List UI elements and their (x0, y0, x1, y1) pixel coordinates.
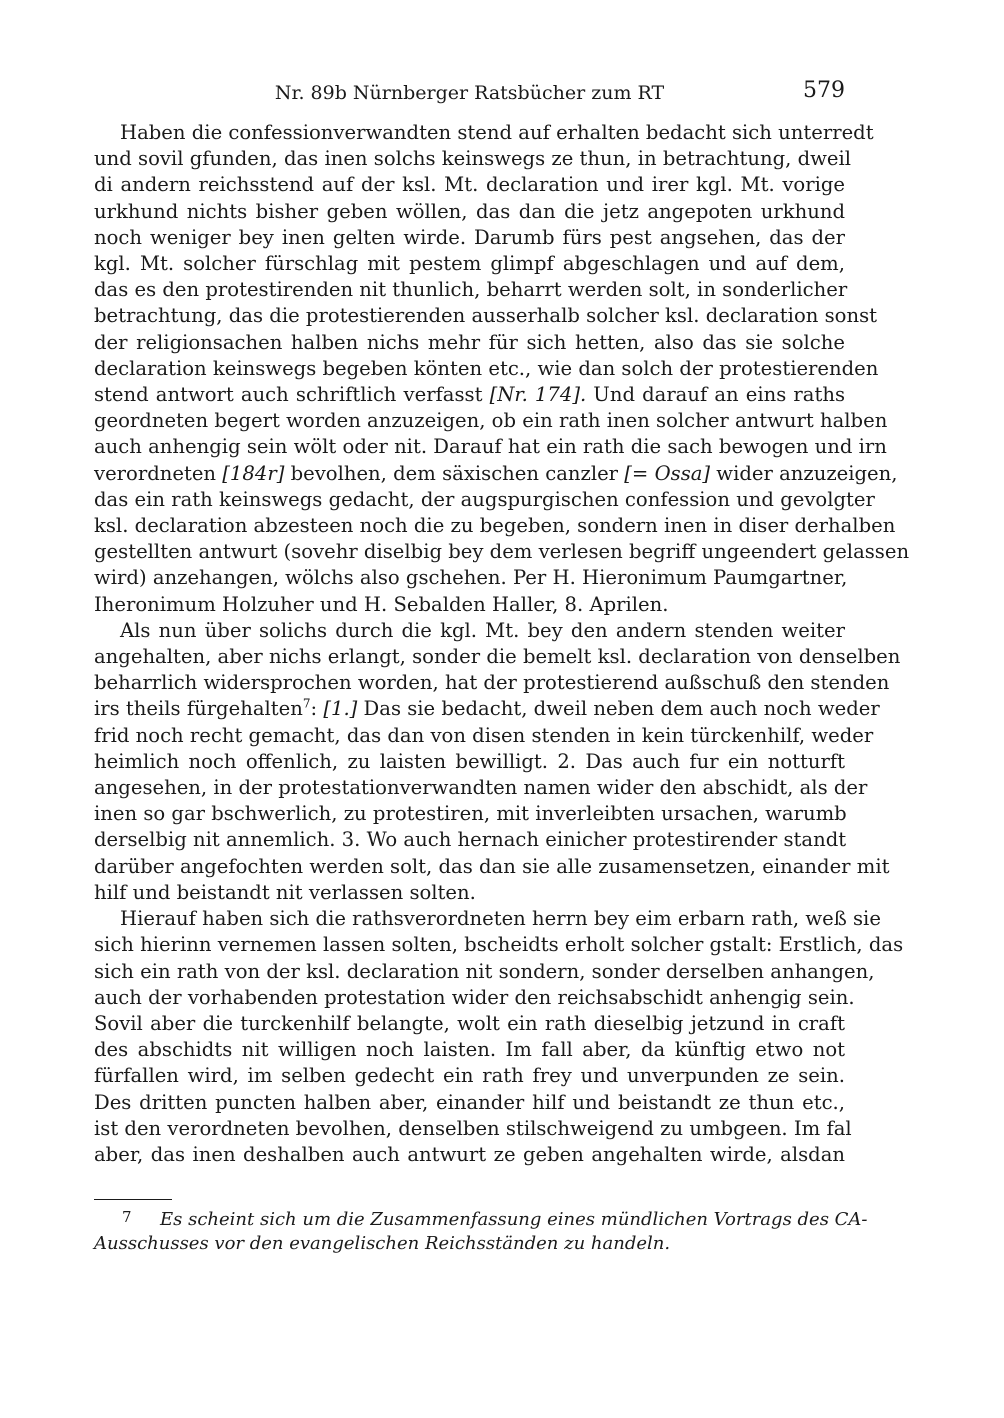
text-run: stend antwort auch schriftlich verfasst (94, 383, 490, 407)
text-run: Und darauf an eins raths (586, 383, 845, 407)
text-line: gestellten antwurt (sovehr diselbig bey dem verlesen begriff ungeendert gelassen (94, 540, 910, 564)
text-run: verordneten (94, 461, 223, 485)
text-line: ist den verordneten bevolhen, denselben stilschweigend zu umbgeen. Im fal (94, 1116, 852, 1140)
text-line: beharrlich widersprochen worden, hat der protestierend außschuß den stenden (94, 671, 890, 695)
paragraph-2 (94, 618, 901, 906)
text-line: irs theils fürgehalten$^7$: [1.] Das sie bedacht, dweil neben dem auch noch weder (94, 696, 880, 721)
text-run: Das sie bedacht, dweil neben dem auch noch weder (357, 697, 880, 721)
text-line: urkhund nichts bisher geben wöllen, das dan die jetz angepoten urkhund (94, 199, 845, 223)
folio-reference: [184r] (222, 461, 285, 485)
text-line: derselbig nit annemlich. 3. Wo auch hernach einicher protestirender standt (94, 828, 847, 852)
text-line (94, 461, 898, 487)
text-line: das es den protestirenden nit thunlich, beharrt werden solt, in sonderlicher (94, 278, 848, 302)
text-line: auch der vorhabenden protestation wider den reichsabschidt anhengig sein. (94, 985, 855, 1009)
text-line: sich hierinn vernemen lassen solten, bscheidts erholt solcher gstalt: Erstlich, das (94, 933, 904, 957)
text-line: di andern reichsstend auf der ksl. Mt. declaration und irer kgl. Mt. vorige (94, 173, 845, 197)
text-line: geordneten begert worden anzuzeigen, ob ein rath inen solcher antwurt halben (94, 409, 888, 433)
editorial-reference: [Nr. 174]. (489, 383, 587, 407)
editorial-reference: [= Ossa] (624, 461, 711, 485)
text-line: angehalten, aber nichs erlangt, sonder die bemelt ksl. declaration von denselben (94, 645, 901, 669)
footnote-marker[interactable]: 7 (302, 696, 311, 711)
text-line: fürfallen wird, im selben gedecht ein rath frey und unverpunden ze sein. (94, 1064, 845, 1088)
text-line: Hierauf haben sich die rathsverordneten herrn bey eim erbarn rath, weß sie (120, 907, 881, 931)
text-line (94, 382, 845, 408)
text-line: aber, das inen deshalben auch antwurt ze geben angehalten wirde, alsdan (94, 1142, 845, 1166)
text-line: Haben die confessionverwandten stend auf erhalten bedacht sich unterredt (120, 121, 874, 144)
text-line: darüber angefochten werden solt, das dan sie alle zusamensetzen, einander mit (94, 854, 890, 878)
text-line: kgl. Mt. solcher fürschlag mit pestem glimpf abgeschlagen und auf dem, (94, 252, 845, 276)
text-line: und sovil gfunden, das inen solchs keinswegs ze thun, in betrachtung, dweil (94, 147, 852, 171)
footnote-divider (94, 1199, 172, 1200)
footnote-number: 7 (122, 1208, 132, 1226)
text-line: wird) anzehangen, wölchs also gschehen. Per H. Hieronimum Paumgartner, (94, 566, 848, 590)
text-line: hilf und beistandt nit verlassen solten. (94, 880, 476, 904)
page-number: 579 (803, 78, 845, 103)
text-line: declaration keinswegs begeben könten etc., wie dan solch der protestierenden (94, 356, 879, 380)
text-line: das ein rath keinswegs gedacht, der augspurgischen confession und gevolgter (94, 487, 875, 511)
footnote (94, 1205, 868, 1256)
text-run: wider anzuzeigen, (710, 461, 898, 485)
text-line: heimlich noch offenlich, zu laisten bewilligt. 2. Das auch fur ein notturft (94, 749, 845, 773)
body-text (94, 120, 910, 1168)
text-line: Des dritten puncten halben aber, einander hilf und beistandt ze thun etc., (94, 1090, 845, 1114)
text-line: frid noch recht gemacht, das dan von disen stenden in kein türckenhilf, weder (94, 723, 874, 747)
paragraph-3 (94, 906, 904, 1168)
text-line: ksl. declaration abzesteen noch die zu begeben, sondern inen in diser derhalben (94, 514, 896, 538)
footnote-text: Es scheint sich um die Zusammenfassung eines mündlichen Vortrags des CA- (160, 1209, 868, 1230)
text-line: noch weniger bey inen gelten wirde. Darumb fürs pest angsehen, das der (94, 225, 845, 249)
editorial-reference: [1.] (323, 697, 358, 721)
text-line: auch anhengig sein wölt oder nit. Darauf hat ein rath die sach bewogen und irn (94, 435, 887, 459)
text-line: sich ein rath von der ksl. declaration nit sondern, sonder derselben anhangen, (94, 959, 875, 983)
text-line: angesehen, in der protestationverwandten namen wider den abschidt, als der (94, 776, 868, 800)
paragraph-1 (94, 120, 910, 618)
running-title: Nr. 89b Nürnberger Ratsbücher zum RT (274, 82, 665, 104)
text-line: inen so gar bschwerlich, zu protestiren, mit inverleibten ursachen, warumb (94, 802, 847, 826)
running-head (94, 78, 845, 108)
text-line: der religionsachen halben nichs mehr für sich hetten, also das sie solche (94, 330, 845, 354)
footnote-line: Ausschusses vor den evangelischen Reichsständen zu handeln. (94, 1233, 671, 1254)
text-run: bevolhen, dem säxischen canzler (284, 461, 625, 485)
text-line: Sovil aber die turckenhilf belangte, wolt ein rath dieselbig jetzund in craft (94, 1011, 845, 1035)
text-line: betrachtung, das die protestierenden ausserhalb solcher ksl. declaration sonst (94, 304, 877, 328)
text-line: Als nun über solichs durch die kgl. Mt. bey den andern stenden weiter (120, 618, 845, 642)
text-line: Iheronimum Holzuher und H. Sebalden Haller, 8. Aprilen. (94, 592, 669, 616)
text-run: irs theils fürgehalten (94, 697, 303, 721)
footnote-line (94, 1205, 868, 1232)
text-line: des abschidts nit willigen noch laisten. Im fall aber, da künftig etwo not (94, 1038, 845, 1062)
